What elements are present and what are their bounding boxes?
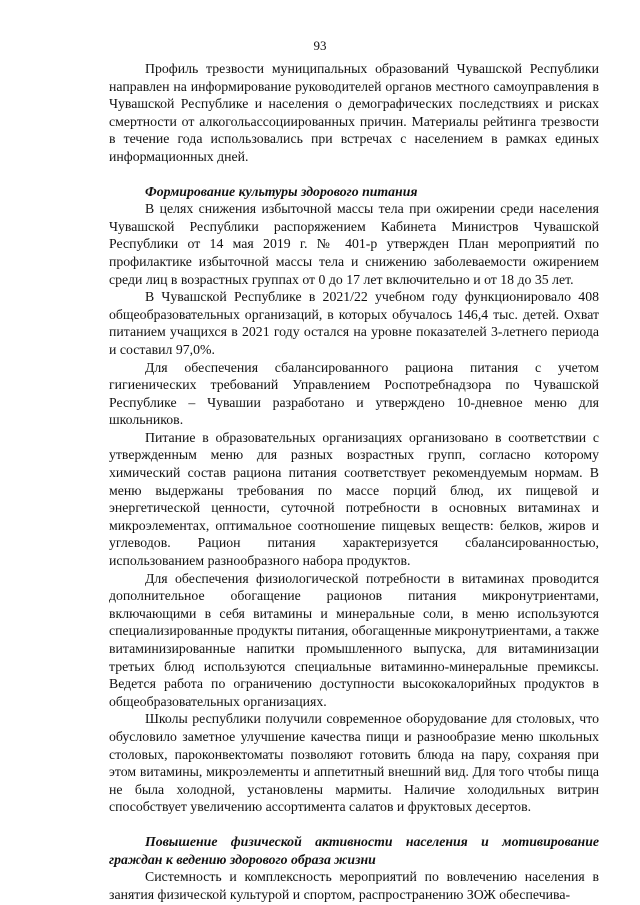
section-gap (109, 166, 599, 183)
document-body (109, 60, 599, 903)
paragraph-canteen-equipment: Школы республики получили современное оборудование для столовых, что обусловило заметное улучшение качества пищи и разнообразие меню школьных столовых, пароконвектоматы позволяют готовить блюда на пару, сохраняя при этом витамины, микроэлементы и аппетитный внешний вид. Для того чтобы пища не была холодной, установлены мармиты. Наличие холодильных витрин способствует увеличению ассортимента салатов и фруктовых десертов. (109, 711, 599, 815)
section-heading-healthy-nutrition: Формирование культуры здорового питания (145, 183, 418, 199)
paragraph-obesity-plan: В целях снижения избыточной массы тела при ожирении среди населения Чувашской Республики распоряжением Кабинета Министров Чувашской Республики от 14 мая 2019 г. № 401-р утвержден План мероприятий по профилактике избыточной массы тела и снижению заболеваемости ожирением среди лиц в возрастных группах от 0 до 17 лет включительно и от 18 до 35 лет. (109, 201, 599, 287)
section-heading-physical-activity: Повышение физической активности населения и мотивирование граждан к ведению здорового образа жизни (109, 833, 599, 867)
paragraph-menu-development: Для обеспечения сбалансированного рациона питания с учетом гигиенических требований Управлением Роспотребнадзора по Чувашской Республике – Чувашии разработано и утверждено 10-дневное меню для школьников. (109, 359, 599, 428)
paragraph-sobriety-profile: Профиль трезвости муниципальных образований Чувашской Республики направлен на информирование руководителей органов местного самоуправления в Чувашской Республике и населения о демографических последствиях и рисках смертности от алкогольассоциированных причин. Материалы рейтинга трезвости в течение года использовались при встречах с населением в рамках единых информационных дней. (109, 61, 599, 164)
section-gap (109, 816, 599, 833)
paragraph-vitamins: Для обеспечения физиологической потребности в витаминах проводится дополнительное обогащение рационов питания микронутриентами, включающими в себя витамины и минеральные соли, в меню используются специализированные продукты питания, обогащенные микронутриентами, а также витаминизированные напитки промышленного выпуска, для витаминизации третьих блюд используются специальные витаминно-минеральные премиксы. Ведется работа по ограничению доступности высококалорийных продуктов в общеобразовательных организациях. (109, 570, 599, 709)
paragraph-schools-statistics: В Чувашской Республике в 2021/22 учебном году функционировало 408 общеобразовательных организаций, в которых обучалось 146,4 тыс. детей. Охват питанием учащихся в 2021 году остался на уровне показателей 3-летнего периода и составил 97,0%. (109, 289, 599, 357)
paragraph-school-nutrition: Питание в образовательных организациях организовано в соответствии с утвержденным меню для разных возрастных групп, согласно которому химический состав рациона питания соответствует рекомендуемым нормам. В меню выдержаны требования по массе порций блюд, их пищевой и энергетической ценности, суточной потребности в основных витаминах и микроэлементах, оптимальное соотношение пищевых веществ: белков, жиров и углеводов. Рацион питания характеризуется сбалансированностью, использованием разнообразного набора продуктов. (109, 429, 599, 569)
paragraph-sport-involvement: Системность и комплексность мероприятий по вовлечению населения в занятия физической культурой и спортом, распространению ЗОЖ обеспечива- (109, 869, 599, 902)
page-number: 93 (313, 38, 327, 53)
